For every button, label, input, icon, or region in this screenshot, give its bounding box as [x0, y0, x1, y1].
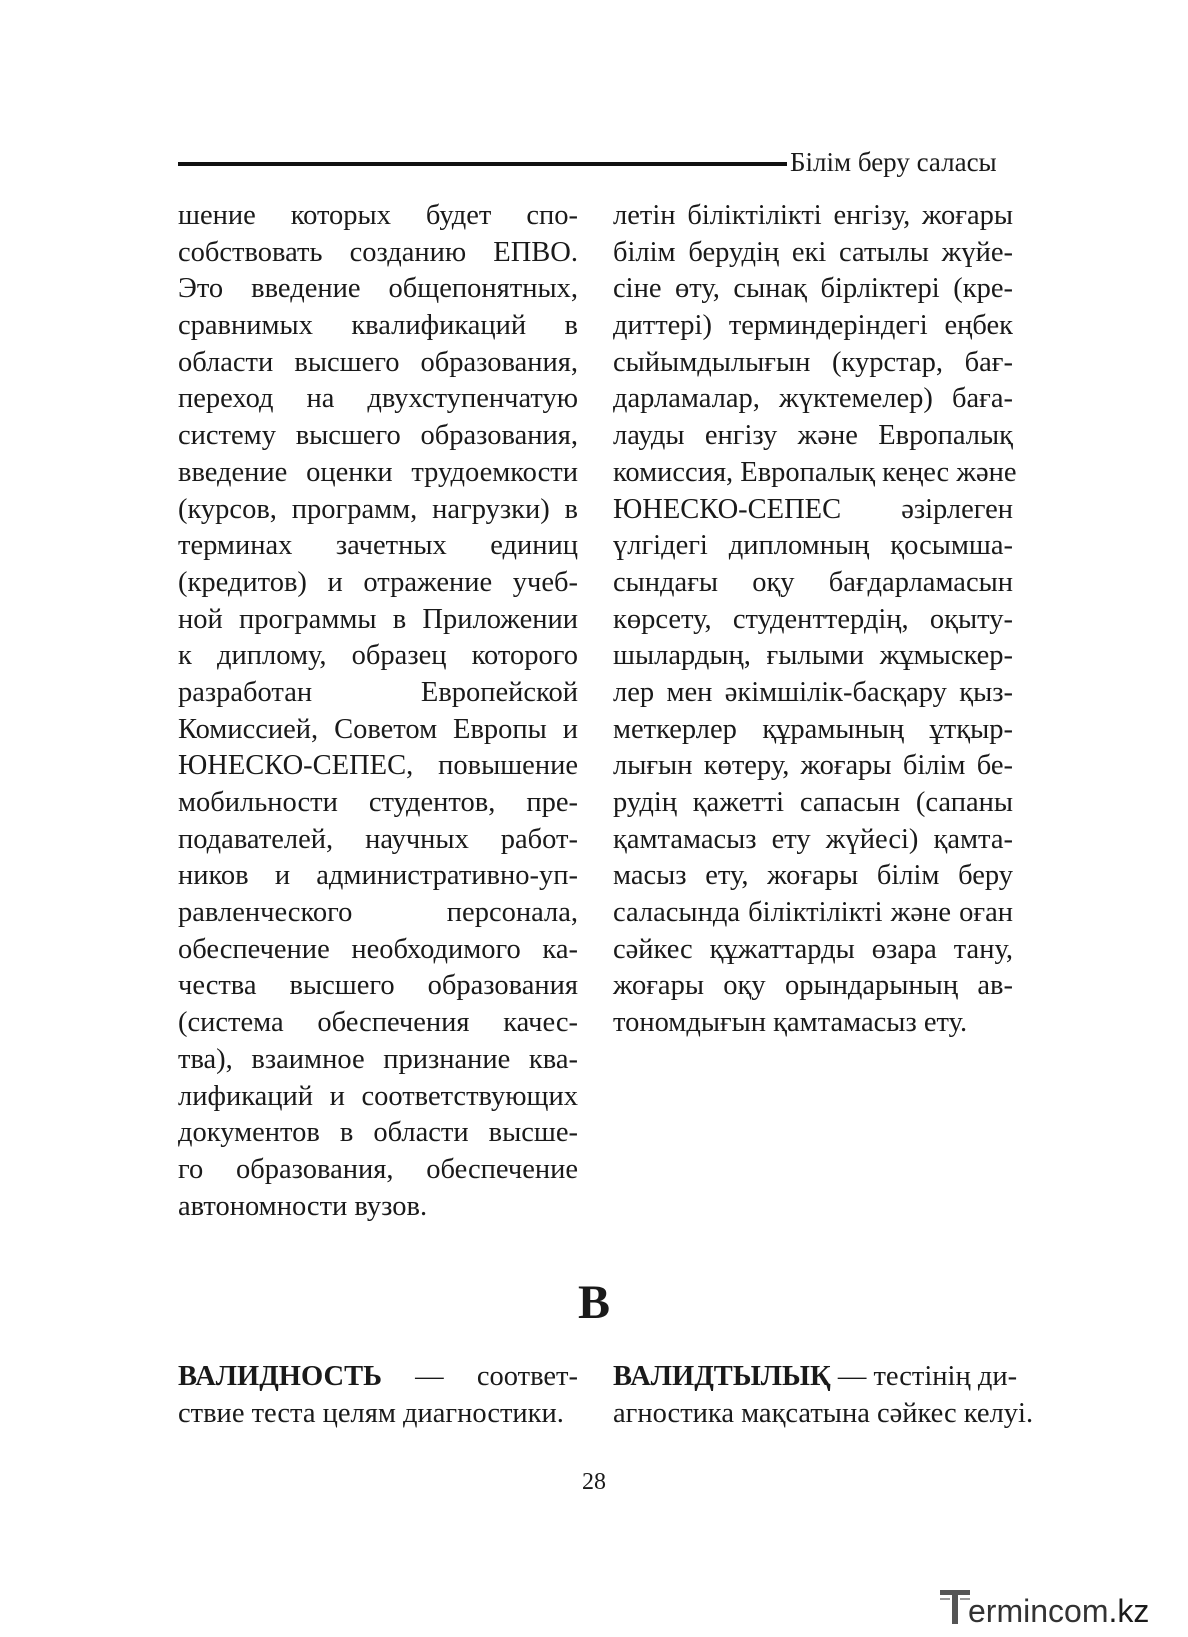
header-rule — [178, 162, 787, 166]
termincom-watermark-logo — [940, 1586, 1150, 1630]
russian-entry-line-1 — [178, 1359, 578, 1396]
russian-line: документов в области высше- — [178, 1117, 578, 1149]
russian-line: мобильности студентов, пре- — [178, 787, 578, 818]
russian-line: разработан Европейской — [178, 676, 578, 708]
russian-line: чества высшего образования — [178, 970, 578, 1002]
kazakh-line: саласында біліктілікті және оған — [613, 897, 1013, 929]
russian-line: автономности вузов. — [178, 1190, 428, 1222]
russian-line: области высшего образования, — [178, 346, 578, 378]
russian-line: (кредитов) и отражение учеб- — [178, 566, 578, 598]
kazakh-line: қамтамасыз ету жүйесі) қамта- — [613, 823, 1013, 855]
kazakh-line: меткерлер құрамының ұтқыр- — [613, 713, 1013, 745]
kazakh-line: сындағы оқу бағдарламасын — [613, 566, 1013, 598]
russian-line: переход на двухступенчатую — [178, 383, 578, 415]
russian-line: собствовать созданию ЕПВО. — [178, 236, 578, 268]
kazakh-line: лығын көтеру, жоғары білім бе- — [613, 750, 1013, 782]
russian-line: Комиссией, Советом Европы и — [178, 713, 578, 745]
kazakh-line: жоғары оқу орындарының ав- — [613, 970, 1013, 1002]
russian-line: шение которых будет спо- — [178, 200, 578, 231]
kazakh-line: сәйкес құжаттарды өзара тану, — [613, 933, 1013, 965]
kazakh-definition-start: тестінің ди- — [873, 1361, 1018, 1392]
section-letter: В — [577, 1276, 610, 1329]
russian-line: (система обеспечения качес- — [178, 1007, 578, 1039]
kazakh-line: шылардың, ғылыми жұмыскер- — [613, 640, 1013, 672]
kazakh-line: дарламалар, жүктемелер) баға- — [613, 383, 1013, 415]
watermark-t-icon — [940, 1590, 970, 1624]
kazakh-column — [613, 198, 1017, 1042]
russian-line: ЮНЕСКО-СЕПЕС, повышение — [178, 750, 578, 782]
kazakh-dash: — — [830, 1361, 874, 1392]
watermark-text: ermincom.kz — [968, 1593, 1150, 1629]
russian-term: ВАЛИДНОСТЬ — [178, 1361, 382, 1392]
kazakh-line: үлгідегі дипломның қосымша- — [613, 530, 1013, 562]
kazakh-line: диттері) терминдеріндегі еңбек — [613, 310, 1013, 342]
kazakh-line: рудің қажетті сапасын (сапаны — [613, 787, 1013, 818]
russian-line: терминах зачетных единиц — [178, 530, 578, 562]
kazakh-entry-line-1 — [613, 1359, 1018, 1396]
russian-line: равленческого персонала, — [178, 897, 578, 929]
russian-line: введение оценки трудоемкости — [178, 456, 578, 488]
russian-line: сравнимых квалификаций в — [178, 310, 578, 342]
kazakh-line: сіне өту, сынақ бірліктері (кре- — [613, 273, 1013, 305]
kazakh-term: ВАЛИДТЫЛЫҚ — [613, 1361, 831, 1392]
russian-line: подавателей, научных работ- — [178, 823, 578, 855]
kazakh-line: сыйымдылығын (курстар, бағ- — [613, 346, 1013, 378]
russian-line: лификаций и соответствующих — [178, 1080, 578, 1112]
kazakh-line: білім берудің екі сатылы жүйе- — [613, 236, 1013, 268]
russian-line: (курсов, программ, нагрузки) в — [178, 493, 578, 525]
russian-column — [178, 198, 578, 1225]
kazakh-line: комиссия, Европалық кеңес және — [613, 456, 1017, 488]
kazakh-line: тономдығын қамтамасыз ету. — [613, 1007, 968, 1039]
russian-line: систему высшего образования, — [178, 420, 578, 452]
russian-line: го образования, обеспечение — [178, 1153, 578, 1185]
russian-line: тва), взаимное признание ква- — [178, 1043, 578, 1075]
kazakh-entry — [613, 1359, 1034, 1432]
running-header-title: Білім беру саласы — [790, 147, 997, 177]
kazakh-line: масыз ету, жоғары білім беру — [613, 860, 1013, 892]
russian-dash: — — [381, 1361, 477, 1392]
russian-line: ников и административно-уп- — [178, 860, 578, 892]
kazakh-entry-line-2: агностика мақсатына сәйкес келуі. — [613, 1397, 1034, 1429]
kazakh-line: лауды енгізу және Европалық — [613, 420, 1013, 452]
kazakh-line: ЮНЕСКО-СЕПЕС әзірлеген — [613, 493, 1013, 525]
page-number: 28 — [582, 1469, 606, 1495]
russian-line: Это введение общепонятных, — [178, 273, 578, 305]
russian-line: ной программы в Приложении — [178, 603, 578, 635]
russian-definition-start: соответ- — [476, 1361, 578, 1392]
russian-line: обеспечение необходимого ка- — [178, 933, 578, 965]
russian-line: к диплому, образец которого — [178, 640, 578, 672]
russian-entry — [178, 1359, 578, 1432]
russian-entry-line-2: ствие теста целям диагностики. — [178, 1397, 564, 1429]
kazakh-line: летін біліктілікті енгізу, жоғары — [613, 200, 1013, 231]
kazakh-line: көрсету, студенттердің, оқыту- — [613, 603, 1013, 635]
kazakh-line: лер мен әкімшілік-басқару қыз- — [613, 676, 1013, 708]
